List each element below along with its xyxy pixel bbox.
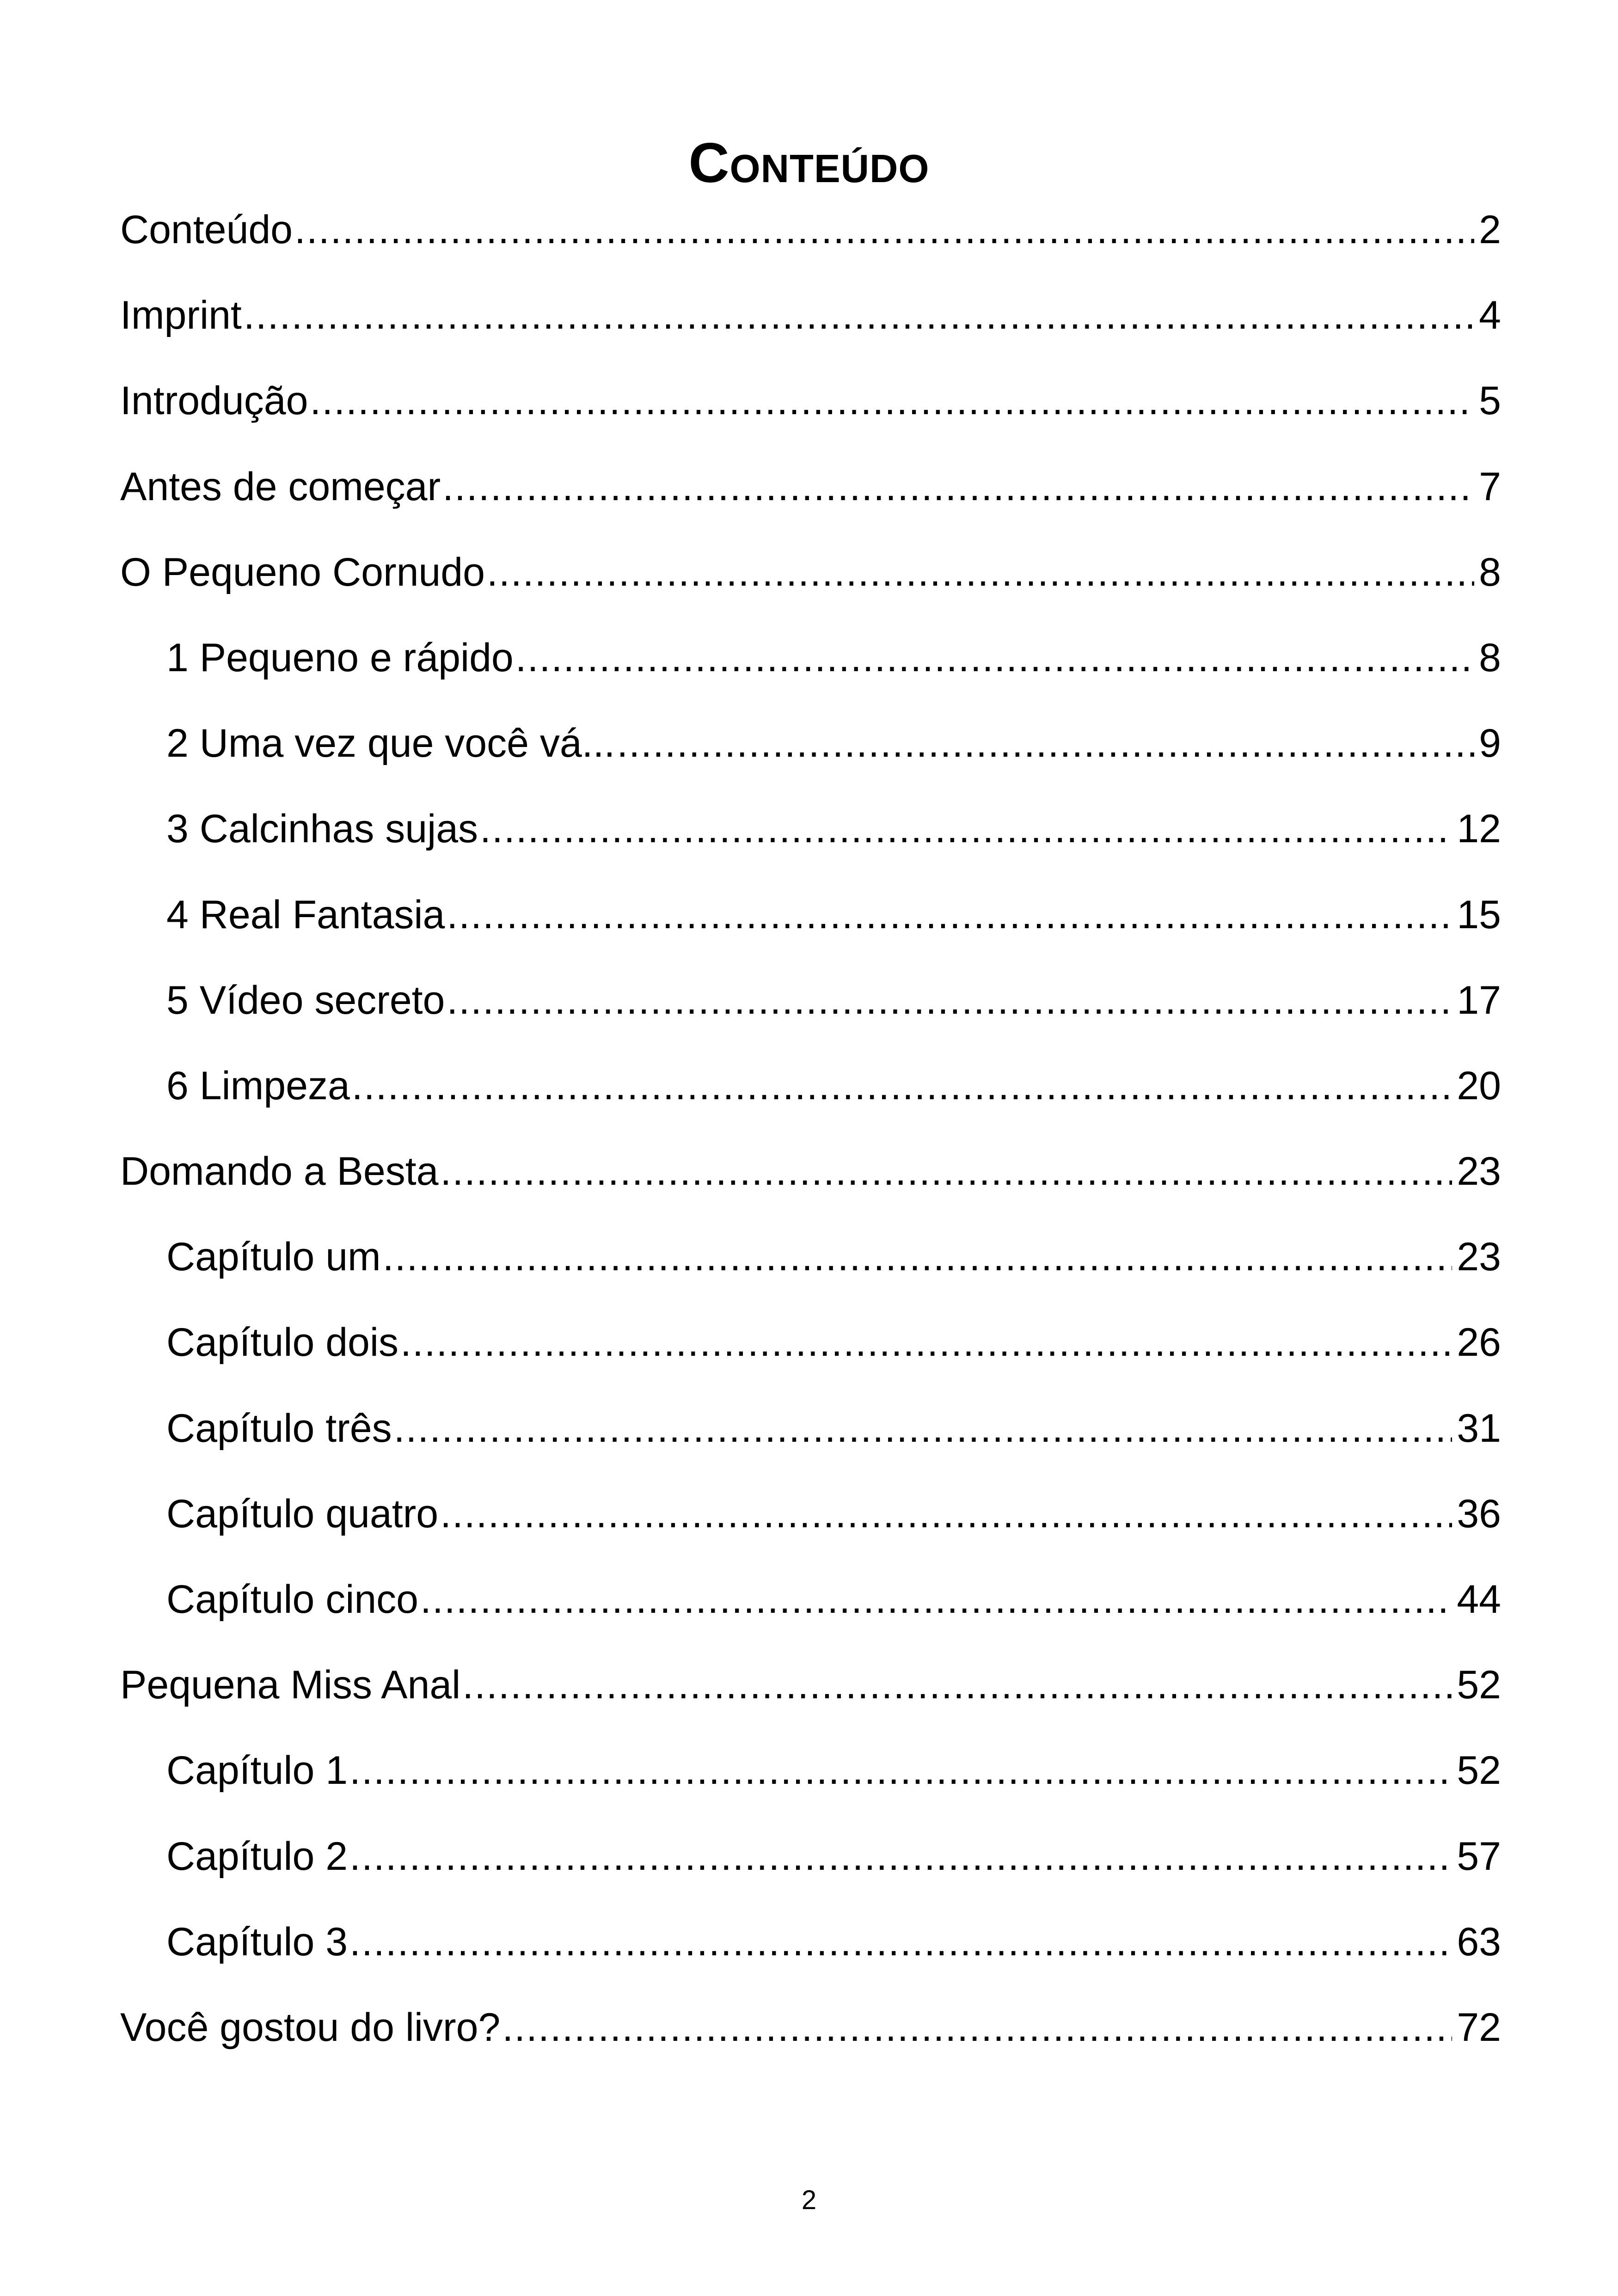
toc-entry-label: O Pequeno Cornudo (120, 550, 485, 594)
toc-entry-label: Capítulo dois (166, 1320, 398, 1365)
toc-subentry[interactable] (120, 1386, 1501, 1471)
toc-entry-page: 23 (1457, 1235, 1501, 1280)
toc-entry[interactable] (120, 358, 1501, 444)
toc-entry-page: 20 (1457, 1063, 1501, 1108)
toc-entry-label: 5 Vídeo secreto (166, 978, 445, 1022)
toc-entry[interactable] (120, 530, 1501, 615)
toc-entry-label: Domando a Besta (120, 1149, 439, 1194)
toc-subentry[interactable] (120, 786, 1501, 872)
toc-entry-page: 15 (1457, 892, 1501, 937)
toc-dot-leader (480, 786, 1452, 872)
toc-entry-page: 57 (1457, 1834, 1501, 1879)
toc-entry-page: 52 (1457, 1748, 1501, 1793)
toc-subentry[interactable] (120, 1300, 1501, 1385)
toc-dot-leader (310, 358, 1474, 444)
toc-entry-page: 5 (1479, 379, 1501, 423)
toc-entry-page: 7 (1479, 464, 1501, 509)
toc-entry-label: Capítulo quatro (166, 1491, 439, 1536)
toc-entry-page: 12 (1457, 807, 1501, 851)
toc-subentry[interactable] (120, 1899, 1501, 1985)
toc-entry-page: 9 (1479, 721, 1501, 766)
toc-entry-label: Você gostou do livro? (120, 2005, 501, 2050)
toc-entry-page: 52 (1457, 1663, 1501, 1708)
toc-dot-leader (617, 701, 1474, 786)
toc-entry-label: Capítulo três (166, 1406, 392, 1451)
toc-entry-page: 36 (1457, 1491, 1501, 1536)
toc-entry-page: 72 (1457, 2005, 1501, 2050)
toc-entry-label: 3 Calcinhas sujas (166, 807, 478, 851)
toc-entry-label: Capítulo 2 (166, 1834, 348, 1879)
toc-entry-page: 17 (1457, 978, 1501, 1022)
toc-entry-page: 31 (1457, 1406, 1501, 1451)
toc-entry[interactable] (120, 444, 1501, 530)
toc-dot-leader (349, 1814, 1452, 1899)
toc-dot-leader (352, 1043, 1453, 1129)
toc-entry[interactable] (120, 273, 1501, 358)
toc-subentry[interactable] (120, 1214, 1501, 1300)
toc-dot-leader (447, 872, 1452, 958)
toc-subentry[interactable] (120, 1814, 1501, 1899)
page-number: 2 (801, 2185, 817, 2215)
toc-dot-leader (462, 1642, 1452, 1728)
toc-dot-leader (487, 530, 1474, 615)
toc-entry-label: Pequena Miss Anal (120, 1663, 461, 1708)
toc-entry-label: Capítulo 3 (166, 1919, 348, 1964)
toc-subentry[interactable] (120, 1043, 1501, 1129)
toc-dot-leader (420, 1557, 1452, 1642)
toc-entry-label: Imprint (120, 293, 242, 338)
toc-entry-label: Antes de começar (120, 464, 441, 509)
toc-subentry[interactable] (120, 1471, 1501, 1557)
toc-entry-label: 4 Real Fantasia (166, 892, 445, 937)
toc-subentry[interactable] (120, 872, 1501, 958)
table-of-contents (120, 187, 1501, 2070)
toc-dot-leader (349, 1728, 1452, 1813)
toc-dot-leader (440, 1129, 1452, 1214)
toc-entry-label: Capítulo um (166, 1235, 381, 1280)
toc-dot-leader (383, 1214, 1453, 1300)
toc-subentry[interactable] (120, 615, 1501, 701)
toc-dot-leader (294, 187, 1474, 273)
toc-subentry[interactable] (120, 701, 1501, 786)
toc-entry-page: 63 (1457, 1919, 1501, 1964)
toc-dot-leader (394, 1386, 1453, 1471)
toc-dot-leader (502, 1985, 1452, 2070)
toc-entry-page: 8 (1479, 635, 1501, 680)
toc-entry-label: Introdução (120, 379, 308, 423)
toc-entry[interactable] (120, 187, 1501, 273)
toc-entry-label: Conteúdo (120, 208, 293, 252)
toc-entry-page: 44 (1457, 1577, 1501, 1622)
toc-entry[interactable] (120, 1985, 1501, 2070)
toc-entry-page: 2 (1479, 208, 1501, 252)
toc-dot-leader (440, 1471, 1452, 1557)
toc-entry[interactable] (120, 1129, 1501, 1214)
toc-entry-page: 23 (1457, 1149, 1501, 1194)
toc-subentry[interactable] (120, 1557, 1501, 1642)
toc-dot-leader (349, 1899, 1452, 1985)
toc-entry-page: 26 (1457, 1320, 1501, 1365)
toc-entry-label: Capítulo cinco (166, 1577, 418, 1622)
toc-entry[interactable] (120, 1642, 1501, 1728)
toc-subentry[interactable] (120, 958, 1501, 1043)
toc-entry-page: 4 (1479, 293, 1501, 338)
toc-dot-leader (400, 1300, 1452, 1385)
toc-entry-page: 8 (1479, 550, 1501, 594)
toc-dot-leader (244, 273, 1474, 358)
toc-entry-label: 2 Uma vez que você vá... (166, 721, 615, 766)
toc-dot-leader (447, 958, 1452, 1043)
toc-entry-label: 6 Limpeza (166, 1063, 350, 1108)
page-title: Conteúdo (688, 131, 930, 194)
toc-dot-leader (442, 444, 1474, 530)
toc-subentry[interactable] (120, 1728, 1501, 1813)
toc-dot-leader (515, 615, 1474, 701)
toc-entry-label: 1 Pequeno e rápido (166, 635, 514, 680)
toc-entry-label: Capítulo 1 (166, 1748, 348, 1793)
